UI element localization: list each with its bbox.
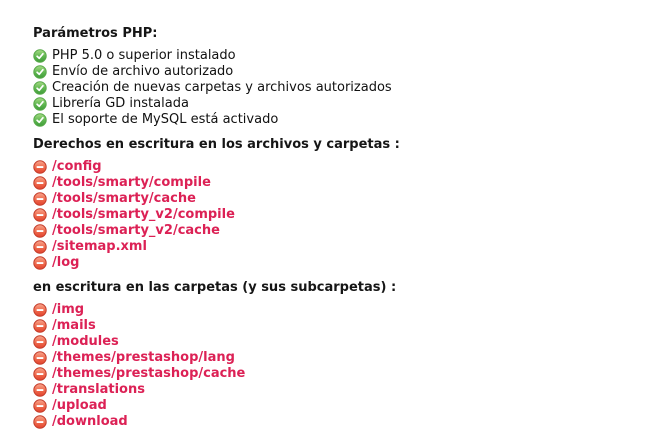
status-item bbox=[33, 318, 638, 334]
status-item-label: /translations bbox=[52, 382, 145, 397]
status-item-label: Envío de archivo autorizado bbox=[52, 64, 234, 79]
status-item-label: /upload bbox=[52, 398, 107, 413]
php-params-title: Parámetros PHP: bbox=[33, 26, 158, 41]
status-item bbox=[33, 48, 638, 64]
file-write-permissions-title: Derechos en escritura en los archivos y carpetas : bbox=[33, 137, 400, 152]
status-item bbox=[33, 207, 638, 223]
status-item bbox=[33, 80, 638, 96]
status-item-label: /tools/smarty_v2/compile bbox=[52, 207, 235, 222]
status-item-label: /config bbox=[52, 159, 102, 174]
minus-circle-icon bbox=[33, 303, 47, 317]
status-item bbox=[33, 239, 638, 255]
status-item-label: /tools/smarty/cache bbox=[52, 191, 196, 206]
status-item-label: /modules bbox=[52, 334, 119, 349]
minus-circle-icon bbox=[33, 160, 47, 174]
status-item bbox=[33, 255, 638, 271]
status-item-label: Librería GD instalada bbox=[52, 96, 189, 111]
minus-circle-icon bbox=[33, 256, 47, 270]
file-write-permissions-section bbox=[33, 137, 638, 271]
folders-error-list bbox=[33, 302, 638, 430]
folder-write-permissions-title: en escritura en las carpetas (y sus subcarpetas) : bbox=[33, 280, 397, 295]
status-item bbox=[33, 159, 638, 175]
minus-circle-icon bbox=[33, 415, 47, 429]
status-item-label: /log bbox=[52, 255, 80, 270]
status-item bbox=[33, 302, 638, 318]
status-item bbox=[33, 414, 638, 430]
status-item-label: /mails bbox=[52, 318, 96, 333]
status-item-label: /themes/prestashop/lang bbox=[52, 350, 235, 365]
status-item bbox=[33, 334, 638, 350]
minus-circle-icon bbox=[33, 208, 47, 222]
minus-circle-icon bbox=[33, 176, 47, 190]
status-item bbox=[33, 112, 638, 128]
php-params-section bbox=[33, 26, 638, 128]
status-item bbox=[33, 398, 638, 414]
check-circle-icon bbox=[33, 49, 47, 63]
check-circle-icon bbox=[33, 113, 47, 127]
status-item bbox=[33, 366, 638, 382]
status-item-label: /tools/smarty/compile bbox=[52, 175, 211, 190]
minus-circle-icon bbox=[33, 399, 47, 413]
minus-circle-icon bbox=[33, 335, 47, 349]
minus-circle-icon bbox=[33, 351, 47, 365]
status-item-label: /themes/prestashop/cache bbox=[52, 366, 246, 381]
status-item-label: /img bbox=[52, 302, 85, 317]
status-item-label: /tools/smarty_v2/cache bbox=[52, 223, 220, 238]
status-item-label: /sitemap.xml bbox=[52, 239, 147, 254]
check-circle-icon bbox=[33, 65, 47, 79]
status-item bbox=[33, 175, 638, 191]
minus-circle-icon bbox=[33, 367, 47, 381]
status-item bbox=[33, 350, 638, 366]
status-item bbox=[33, 223, 638, 239]
check-circle-icon bbox=[33, 81, 47, 95]
folder-write-permissions-section bbox=[33, 280, 638, 430]
status-item-label: /download bbox=[52, 414, 128, 429]
php-requirements-list bbox=[33, 48, 638, 128]
status-item-label: Creación de nuevas carpetas y archivos autorizados bbox=[52, 80, 392, 95]
status-item bbox=[33, 96, 638, 112]
check-circle-icon bbox=[33, 97, 47, 111]
status-item bbox=[33, 191, 638, 207]
minus-circle-icon bbox=[33, 383, 47, 397]
status-item-label: El soporte de MySQL está activado bbox=[52, 112, 279, 127]
minus-circle-icon bbox=[33, 319, 47, 333]
status-item-label: PHP 5.0 o superior instalado bbox=[52, 48, 236, 63]
minus-circle-icon bbox=[33, 240, 47, 254]
status-item bbox=[33, 382, 638, 398]
files-folders-error-list bbox=[33, 159, 638, 271]
minus-circle-icon bbox=[33, 192, 47, 206]
status-item bbox=[33, 64, 638, 80]
minus-circle-icon bbox=[33, 224, 47, 238]
